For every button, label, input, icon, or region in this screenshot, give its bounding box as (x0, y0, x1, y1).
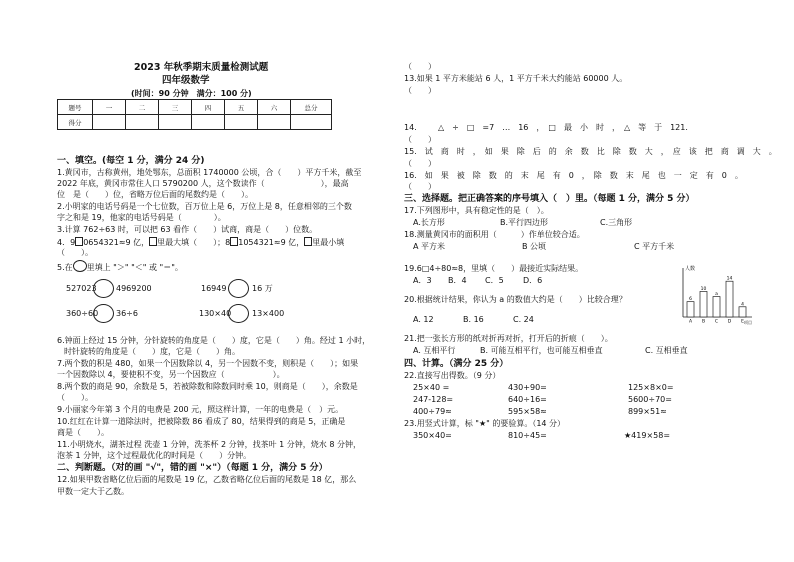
question-14: 14. (404, 123, 417, 132)
question-17: 17.下列图形中，具有稳定性的是（ ）。 (404, 206, 549, 215)
question-3: 3.计算 762÷63 时，可以把 63 看作（ ）试商，商是（ ）位数。 (57, 225, 318, 234)
chart-bar-d (726, 281, 733, 317)
option-20a: A. 12 (413, 315, 434, 324)
score-header-cell: 五 (225, 100, 258, 115)
question-6: 6.钟面上经过 15 分钟，分针旋转的角度是（ ）度，它是（ ）角。经过 1 小时， (57, 336, 371, 345)
option-19b: B．4 (448, 276, 467, 285)
question-1: 位 是（ ）位，省略万位后面的尾数约是（ ）。 (57, 190, 253, 199)
statistics-bar-chart (674, 262, 758, 328)
question-11: 11.小明烧水，湖茶过程 洗壶 1 分钟，洗茶杯 2 分钟，找茶叶 1 分钟，烧水 8 分钟， (57, 440, 361, 449)
question-2: 2.小明家的电话号码是一个七位数，百万位上是 6，万位上是 8，任意相邻的三个数 (57, 202, 352, 211)
chart-bar-e (739, 307, 746, 317)
calc-item: 595×58≈ (508, 407, 547, 416)
question-4: （ ）。 (57, 248, 93, 257)
score-cell (159, 115, 192, 130)
question-20: 20.根据统计结果，你认为 a 的数值大约是（ ）比较合理？ (404, 295, 627, 304)
question-12-paren: （ ） (404, 62, 436, 71)
question-10: 10.红红在计算一道除法时，把被除数 86 看成了 80，结果得到的商是 5，正确是 (57, 417, 346, 426)
chart-ylabel: 人数 (685, 266, 696, 272)
question-16: 16. 如 果 被 除 数 的 末 尾 有 0 ， 除 数 末 尾 也 一 定 有 0 。 (404, 171, 743, 180)
calc-item: 247-128= (413, 395, 454, 404)
compare-left: 527023 (66, 284, 97, 293)
question-4-text: 里最大填（ ）；8 (157, 238, 231, 247)
calc-item: 640÷16= (508, 395, 547, 404)
question-4-text: 里最小填 (312, 238, 345, 247)
option-17c: C.三角形 (600, 218, 633, 227)
option-17a: A.长方形 (413, 218, 445, 227)
option-18b: B 公顷 (522, 242, 547, 251)
question-4-text: 4．9 (57, 238, 76, 247)
calc-item: 5600÷70= (628, 395, 672, 404)
chart-category-label: B (701, 319, 706, 325)
question-6: 时针旋转的角度是（ ）度，它是（ ）角。 (64, 347, 240, 356)
question-1: 2022 年底，黄冈市常住人口 5790200 人，这个数读作（ ），最高 (57, 179, 349, 188)
option-17b: B.平行四边形 (500, 218, 549, 227)
question-19: 19.6□4÷80≈8，里填（ ）最接近实际结果。 (404, 264, 584, 273)
compare-left: 360÷60 (66, 309, 99, 318)
question-5-text: 5.在 (57, 263, 73, 272)
vertical-calc-item: ★419×58= (624, 431, 671, 440)
section-calc: 四、计算。（满分 25 分） (404, 359, 509, 369)
question-7: 7.两个数的积是 480，如果一个因数除以 4，另一个因数不变，则积是（ ）；如果 (57, 359, 359, 368)
question-15: 15. 试 商 时 ， 如 果 除 后 的 余 数 比 除 数 大 ， 应 该 把 商 调 大 。 (404, 147, 777, 156)
blank-box (75, 237, 83, 246)
calc-item: 430+90= (508, 383, 547, 392)
chart-category-label: C (714, 319, 719, 325)
vertical-calc-item: 350×40= (413, 431, 452, 440)
score-cell (192, 115, 225, 130)
option-21b: B. 可能互相平行，也可能互相垂直 (480, 346, 603, 355)
question-14: △ ÷ □ =7 … 16 ， □ 最 小 时 ， △ 等 于 121. (438, 123, 688, 132)
question-7: 一个因数除以 4，要使积不变，另一个因数应（ ）。 (57, 370, 285, 379)
question-13-paren: （ ） (404, 86, 436, 95)
chart-bar-b (700, 291, 707, 317)
blank-box (149, 237, 157, 246)
exam-time-score: (时间：90 分钟 满分：100 分) (131, 89, 252, 98)
score-cell (126, 115, 159, 130)
compare-right: 4969200 (116, 284, 152, 293)
chart-bar-c (713, 297, 720, 317)
option-19c: C．5 (485, 276, 504, 285)
score-cell (225, 115, 258, 130)
compare-left: 16949 (201, 284, 227, 293)
section-true-false: 二、判断题。（对的画 "√"，错的画 "×"）（每题 1 分，满分 5 分） (57, 463, 328, 473)
chart-value-label: 4 (741, 302, 744, 308)
question-15-paren: （ ） (404, 159, 436, 168)
question-18: 18.测量黄冈市的面积用（ ）作单位较合适。 (404, 230, 585, 239)
question-11: 泡茶 1 分钟，这个过程最优化的时间是（ ）分钟。 (57, 451, 252, 460)
question-13: 13.如果 1 平方米能站 6 人，1 平方千米大约能站 60000 人。 (404, 74, 628, 83)
option-20c: C. 24 (513, 315, 534, 324)
exam-subject: 四年级数学 (162, 75, 210, 86)
exam-title: 2023 年秋季期末质量检测试题 (134, 62, 269, 73)
compare-right: 13×400 (252, 309, 285, 318)
option-19a: A．3 (413, 276, 432, 285)
chart-value-label: 14 (726, 276, 733, 282)
question-4 (57, 237, 344, 248)
compare-circle (228, 304, 249, 323)
score-header-cell: 三 (159, 100, 192, 115)
chart-category-label: E (741, 319, 744, 325)
question-16-paren: （ ） (404, 182, 436, 191)
compare-right: 16 万 (252, 284, 273, 293)
question-5 (57, 260, 183, 273)
question-12: 甲数一定大于乙数。 (57, 487, 129, 496)
option-19d: D．6 (523, 276, 543, 285)
option-21c: C. 互相垂直 (645, 346, 688, 355)
compare-circle (93, 279, 114, 298)
score-header-cell: 二 (126, 100, 159, 115)
score-row-label: 得分 (58, 115, 93, 130)
score-header-cell: 题号 (58, 100, 93, 115)
chart-value-label: 6 (689, 297, 692, 303)
question-2: 字之和是 19，他家的电话号码是（ ）。 (57, 213, 226, 222)
question-10: 商是（ ）。 (57, 428, 109, 437)
option-21a: A. 互相平行 (413, 346, 456, 355)
section-choice: 三、选择题。把正确答案的序号填入（ ）里。（每题 1 分，满分 5 分） (404, 194, 695, 204)
compare-circle (228, 279, 249, 298)
section-fill-blank: 一、填空。(每空 1 分，满分 24 分) (57, 156, 205, 166)
question-5-text: 里填上 "＞" "＜" 或 "＝"。 (86, 263, 183, 272)
score-cell (258, 115, 291, 130)
question-23: 23.用竖式计算，标 "★" 的要验算。（14 分） (404, 419, 566, 428)
vertical-calc-item: 810÷45= (508, 431, 547, 440)
compare-left: 130×40 (199, 309, 232, 318)
compare-right: 36÷6 (116, 309, 138, 318)
option-18c: C 平方千米 (634, 242, 675, 251)
chart-category-label: A (688, 319, 693, 325)
score-cell (93, 115, 126, 130)
question-4-text: 1054321≈9 亿， (238, 238, 305, 247)
score-cell (291, 115, 332, 130)
chart-bar-a (687, 302, 694, 317)
score-table (57, 99, 332, 130)
chart-value-label: 10 (700, 286, 707, 292)
chart-xlabel: 项目 (744, 320, 752, 325)
question-12: 12.如果甲数省略亿位后面的尾数是 19 亿，乙数省略亿位后面的尾数是 18 亿，那么 (57, 475, 357, 484)
calc-item: 899×51≈ (628, 407, 667, 416)
option-20b: B. 16 (463, 315, 484, 324)
question-4-text: 0654321≈9 亿， (83, 238, 150, 247)
blank-circle (73, 260, 87, 272)
question-21: 21.把一张长方形的纸对折再对折，打开后的折痕（ ）。 (404, 334, 613, 343)
question-14-paren: （ ） (404, 135, 436, 144)
score-header-cell: 六 (258, 100, 291, 115)
score-header-cell: 一 (93, 100, 126, 115)
chart-category-label: D (727, 319, 732, 325)
chart-value-label: a (715, 292, 718, 298)
score-header-cell: 四 (192, 100, 225, 115)
question-8: 8.两个数的商是 90，余数是 5，若被除数和除数同时乘 10，则商是（ ），余数是 (57, 382, 358, 391)
question-8: （ ）。 (57, 393, 93, 402)
calc-item: 125×8×0= (628, 383, 674, 392)
option-18a: A 平方米 (413, 242, 446, 251)
score-header-row (58, 100, 332, 115)
score-value-row (58, 115, 332, 130)
question-9: 9.小丽家今年第 3 个月的电费是 200 元，照这样计算，一年的电费是（ ）元。 (57, 405, 344, 414)
compare-circle (93, 304, 114, 323)
score-header-cell: 总分 (291, 100, 332, 115)
calc-item: 400÷79≈ (413, 407, 452, 416)
calc-item: 25×40 = (413, 383, 450, 392)
question-22: 22.直接写出得数。（9 分） (404, 371, 501, 380)
question-1: 1.黄冈市，古称黄州，地处鄂东，总面积 1740000 公顷，合（ ）平方千米，截至 (57, 168, 362, 177)
